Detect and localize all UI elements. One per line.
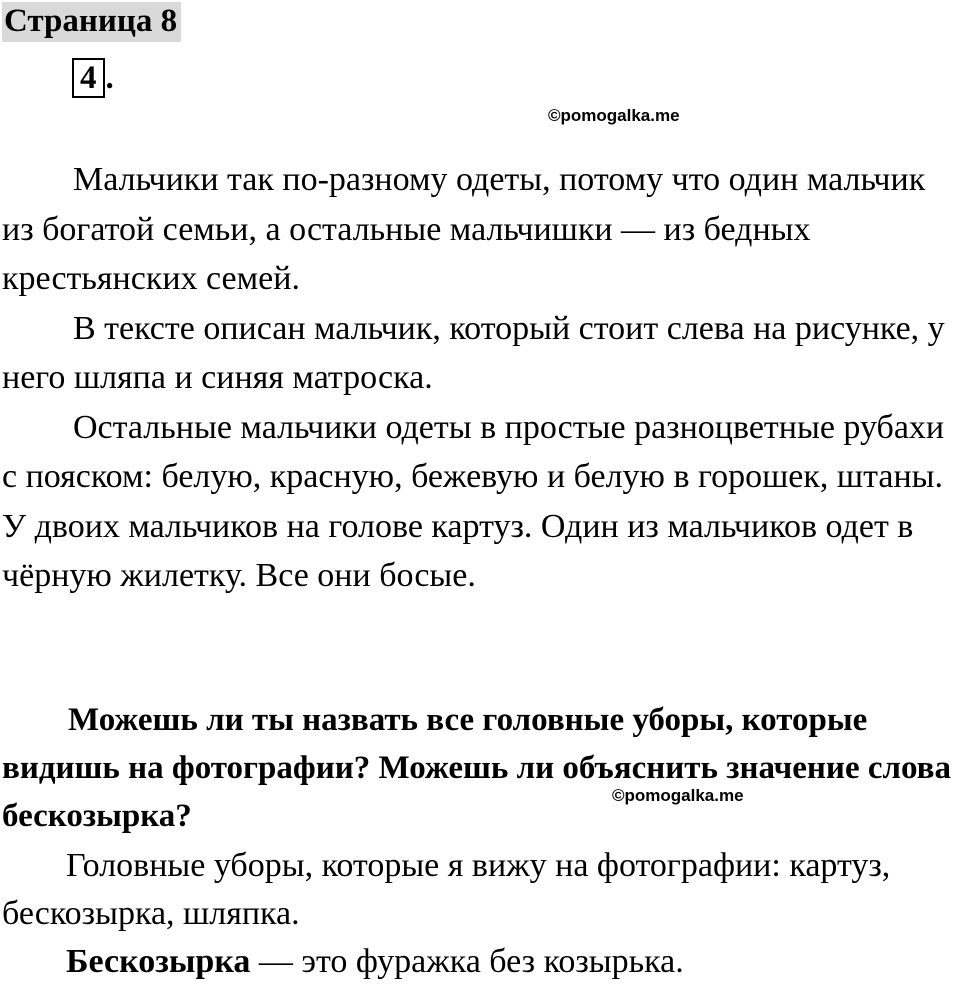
- task-number-box: 4: [72, 58, 105, 98]
- answer-text: [2, 155, 952, 601]
- task-number: [72, 58, 114, 98]
- watermark-top: ©pomogalka.me: [548, 106, 680, 125]
- page-title: Страница 8: [2, 2, 181, 42]
- question-text: Можешь ли ты назвать все головные уборы, которые видишь на фотографии? Можешь ли объяснить значение слова бескозырка?: [2, 702, 952, 834]
- definition-text: — это фуражка без козырька.: [250, 943, 684, 980]
- watermark-middle: ©pomogalka.me: [612, 786, 744, 805]
- answer-paragraph-2: В тексте описан мальчик, который стоит слева на рисунке, у него шляпа и синяя матроска.: [2, 309, 945, 396]
- definition-paragraph: [2, 938, 952, 986]
- answer-paragraph-1: Мальчики так по-разному одеты, потому что один мальчик из богатой семьи, а остальные мальчишки — из бедных крестьянских семей.: [2, 161, 926, 297]
- definition-term: Бескозырка: [66, 943, 251, 980]
- task-number-suffix: .: [105, 60, 114, 96]
- answer-paragraph-3: Остальные мальчики одеты в простые разноцветные рубахи с пояском: белую, красную, бежевую и белую в горошек, штаны. У двоих мальчиков на голове картуз. Один из мальчиков одет в чёрную жилетку. Все они босые.: [2, 408, 945, 594]
- headwear-answer: [2, 842, 952, 986]
- headwear-answer-paragraph: Головные уборы, которые я вижу на фотографии: картуз, бескозырка, шляпка.: [2, 847, 891, 932]
